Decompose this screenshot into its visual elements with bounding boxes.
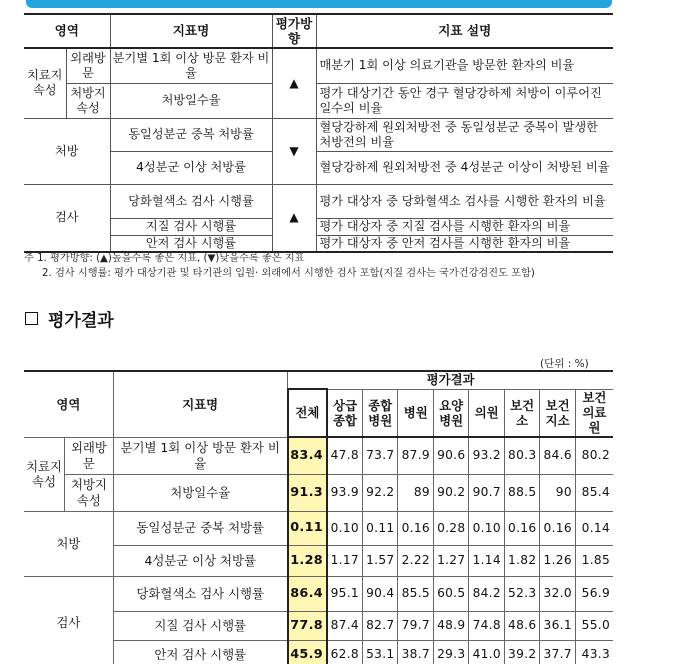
header-area: 영역 [24, 371, 113, 437]
indicator-description: 평가 대상자 중 안저 검사를 시행한 환자의 비율 [316, 235, 613, 252]
value-clinic: 0.10 [469, 511, 504, 545]
value-clinic: 90.7 [469, 474, 504, 511]
indicator-name: 분기별 1회 이상 방문 환자 비율 [110, 48, 272, 83]
group-test: 검사 [24, 576, 113, 664]
value-tertiary: 47.8 [327, 437, 362, 474]
value-health-center: 52.3 [504, 576, 539, 611]
table-row [24, 151, 613, 184]
value-clinic: 1.14 [469, 545, 504, 576]
table-row [24, 218, 613, 235]
value-nursing-hospital: 0.28 [433, 511, 468, 545]
value-health-medical-center: 85.4 [575, 474, 613, 511]
note-line-1: 주 1. 평가방향: (▲)높을수록 좋은 지표, (▼)낮을수록 좋은 지표 [24, 253, 305, 264]
header-col-clinic: 의원 [469, 389, 504, 437]
header-col-health-subcenter: 보건지소 [540, 389, 575, 437]
indicator-name: 지질 검사 시행률 [110, 218, 272, 235]
indicator-name: 4성분군 이상 처방률 [110, 151, 272, 184]
value-total: 83.4 [288, 437, 327, 474]
header-area: 영역 [24, 14, 110, 48]
value-nursing-hospital: 60.5 [433, 576, 468, 611]
value-tertiary: 93.9 [327, 474, 362, 511]
direction-up: ▲ [272, 48, 316, 118]
table-row [24, 48, 613, 83]
subgroup-prescription-days: 처방지속성 [65, 474, 114, 511]
value-health-subcenter: 90 [540, 474, 575, 511]
value-hospital: 0.16 [398, 511, 433, 545]
table-row [24, 576, 613, 611]
direction-up: ▲ [272, 184, 316, 252]
value-nursing-hospital: 1.27 [433, 545, 468, 576]
value-total: 77.8 [288, 611, 327, 640]
value-nursing-hospital: 90.6 [433, 437, 468, 474]
value-health-center: 88.5 [504, 474, 539, 511]
table-row [24, 184, 613, 218]
indicator-description: 평가 대상자 중 당화혈색소 검사를 시행한 환자의 비율 [316, 184, 613, 218]
value-tertiary: 1.17 [327, 545, 362, 576]
header-col-general-hospital: 종합병원 [362, 389, 397, 437]
square-bullet-icon [25, 312, 38, 325]
indicator-name: 당화혈색소 검사 시행률 [110, 184, 272, 218]
group-treat: 치료지속성 [24, 437, 65, 511]
value-health-medical-center: 80.2 [575, 437, 613, 474]
subgroup-outpatient: 외래방문 [65, 437, 114, 474]
indicator-description: 평가 대상기간 동안 경구 혈당강하제 처방이 이루어진 일수의 비율 [316, 83, 613, 118]
header-direction: 평가방향 [272, 14, 316, 48]
indicator-name: 처방일수율 [113, 474, 287, 511]
section-title: 평가결과 [48, 311, 114, 331]
indicator-name: 처방일수율 [110, 83, 272, 118]
value-total: 1.28 [288, 545, 327, 576]
value-health-subcenter: 37.7 [540, 640, 575, 664]
indicator-name: 4성분군 이상 처방률 [113, 545, 287, 576]
value-general-hospital: 90.4 [362, 576, 397, 611]
indicator-definition-table [24, 13, 613, 253]
indicator-description: 매분기 1회 이상 의료기관을 방문한 환자의 비율 [316, 48, 613, 83]
value-health-medical-center: 1.85 [575, 545, 613, 576]
indicator-description: 혈당강하제 원외처방전 중 4성분군 이상이 처방된 비율 [316, 151, 613, 184]
header-indicator: 지표명 [110, 14, 272, 48]
group-treat: 치료지속성 [24, 48, 66, 118]
value-general-hospital: 0.11 [362, 511, 397, 545]
table-row [24, 611, 613, 640]
value-health-subcenter: 32.0 [540, 576, 575, 611]
table-row [24, 474, 613, 511]
value-general-hospital: 53.1 [362, 640, 397, 664]
header-col-tertiary: 상급종합 [327, 389, 362, 437]
table-row [24, 235, 613, 252]
value-nursing-hospital: 90.2 [433, 474, 468, 511]
subgroup-prescription-days: 처방지속성 [66, 83, 110, 118]
header-indicator: 지표명 [113, 371, 287, 437]
value-general-hospital: 92.2 [362, 474, 397, 511]
header-col-nursing-hospital: 요양병원 [433, 389, 468, 437]
indicator-description: 평가 대상자 중 지질 검사를 시행한 환자의 비율 [316, 218, 613, 235]
group-prescribe: 처방 [24, 118, 110, 184]
table-row [24, 640, 613, 664]
value-general-hospital: 82.7 [362, 611, 397, 640]
value-tertiary: 87.4 [327, 611, 362, 640]
indicator-name: 지질 검사 시행률 [113, 611, 287, 640]
value-hospital: 85.5 [398, 576, 433, 611]
value-health-center: 1.82 [504, 545, 539, 576]
value-clinic: 84.2 [469, 576, 504, 611]
value-total: 45.9 [288, 640, 327, 664]
evaluation-result-table [24, 370, 613, 664]
indicator-name: 안저 검사 시행률 [110, 235, 272, 252]
table-row [24, 83, 613, 118]
value-hospital: 89 [398, 474, 433, 511]
header-col-hospital: 병원 [398, 389, 433, 437]
value-tertiary: 95.1 [327, 576, 362, 611]
value-health-subcenter: 0.16 [540, 511, 575, 545]
header-col-total: 전체 [288, 389, 327, 437]
value-general-hospital: 1.57 [362, 545, 397, 576]
indicator-description: 혈당강하제 원외처방전 중 동일성분군 중복이 발생한 처방전의 비율 [316, 118, 613, 151]
header-col-health-center: 보건소 [504, 389, 539, 437]
value-clinic: 93.2 [469, 437, 504, 474]
value-nursing-hospital: 29.3 [433, 640, 468, 664]
note-line-2: 2. 검사 시행률: 평가 대상기관 및 타기관의 입원· 외래에서 시행한 검사 포함(지질 검사는 국가건강검진도 포함) [42, 268, 535, 279]
value-general-hospital: 73.7 [362, 437, 397, 474]
value-health-center: 80.3 [504, 437, 539, 474]
value-total: 86.4 [288, 576, 327, 611]
value-nursing-hospital: 48.9 [433, 611, 468, 640]
value-health-medical-center: 56.9 [575, 576, 613, 611]
table-row [24, 437, 613, 474]
indicator-name: 분기별 1회 이상 방문 환자 비율 [113, 437, 287, 474]
value-total: 91.3 [288, 474, 327, 511]
value-health-center: 48.6 [504, 611, 539, 640]
value-health-center: 39.2 [504, 640, 539, 664]
value-health-subcenter: 1.26 [540, 545, 575, 576]
header-result: 평가결과 [288, 371, 613, 389]
value-health-medical-center: 55.0 [575, 611, 613, 640]
value-health-subcenter: 84.6 [540, 437, 575, 474]
value-health-medical-center: 43.3 [575, 640, 613, 664]
table-row [24, 118, 613, 151]
value-health-subcenter: 36.1 [540, 611, 575, 640]
value-tertiary: 62.8 [327, 640, 362, 664]
header-description: 지표 설명 [316, 14, 613, 48]
subgroup-outpatient: 외래방문 [66, 48, 110, 83]
value-tertiary: 0.10 [327, 511, 362, 545]
table-row [24, 545, 613, 576]
value-hospital: 87.9 [398, 437, 433, 474]
header-col-health-medical-center: 보건의료원 [575, 389, 613, 437]
table-notes [24, 251, 614, 281]
unit-label: (단위 : %) [540, 358, 589, 370]
direction-down: ▼ [272, 118, 316, 184]
indicator-name: 당화혈색소 검사 시행률 [113, 576, 287, 611]
value-hospital: 38.7 [398, 640, 433, 664]
indicator-name: 동일성분군 중복 처방률 [113, 511, 287, 545]
group-prescribe: 처방 [24, 511, 113, 576]
value-clinic: 74.8 [469, 611, 504, 640]
value-health-center: 0.16 [504, 511, 539, 545]
value-hospital: 2.22 [398, 545, 433, 576]
indicator-name: 동일성분군 중복 처방률 [110, 118, 272, 151]
value-hospital: 79.7 [398, 611, 433, 640]
top-accent-bar [26, 0, 612, 8]
value-clinic: 41.0 [469, 640, 504, 664]
section-heading [25, 306, 114, 331]
value-total: 0.11 [288, 511, 327, 545]
table-row [24, 511, 613, 545]
indicator-name: 안저 검사 시행률 [113, 640, 287, 664]
group-test: 검사 [24, 184, 110, 252]
value-health-medical-center: 0.14 [575, 511, 613, 545]
